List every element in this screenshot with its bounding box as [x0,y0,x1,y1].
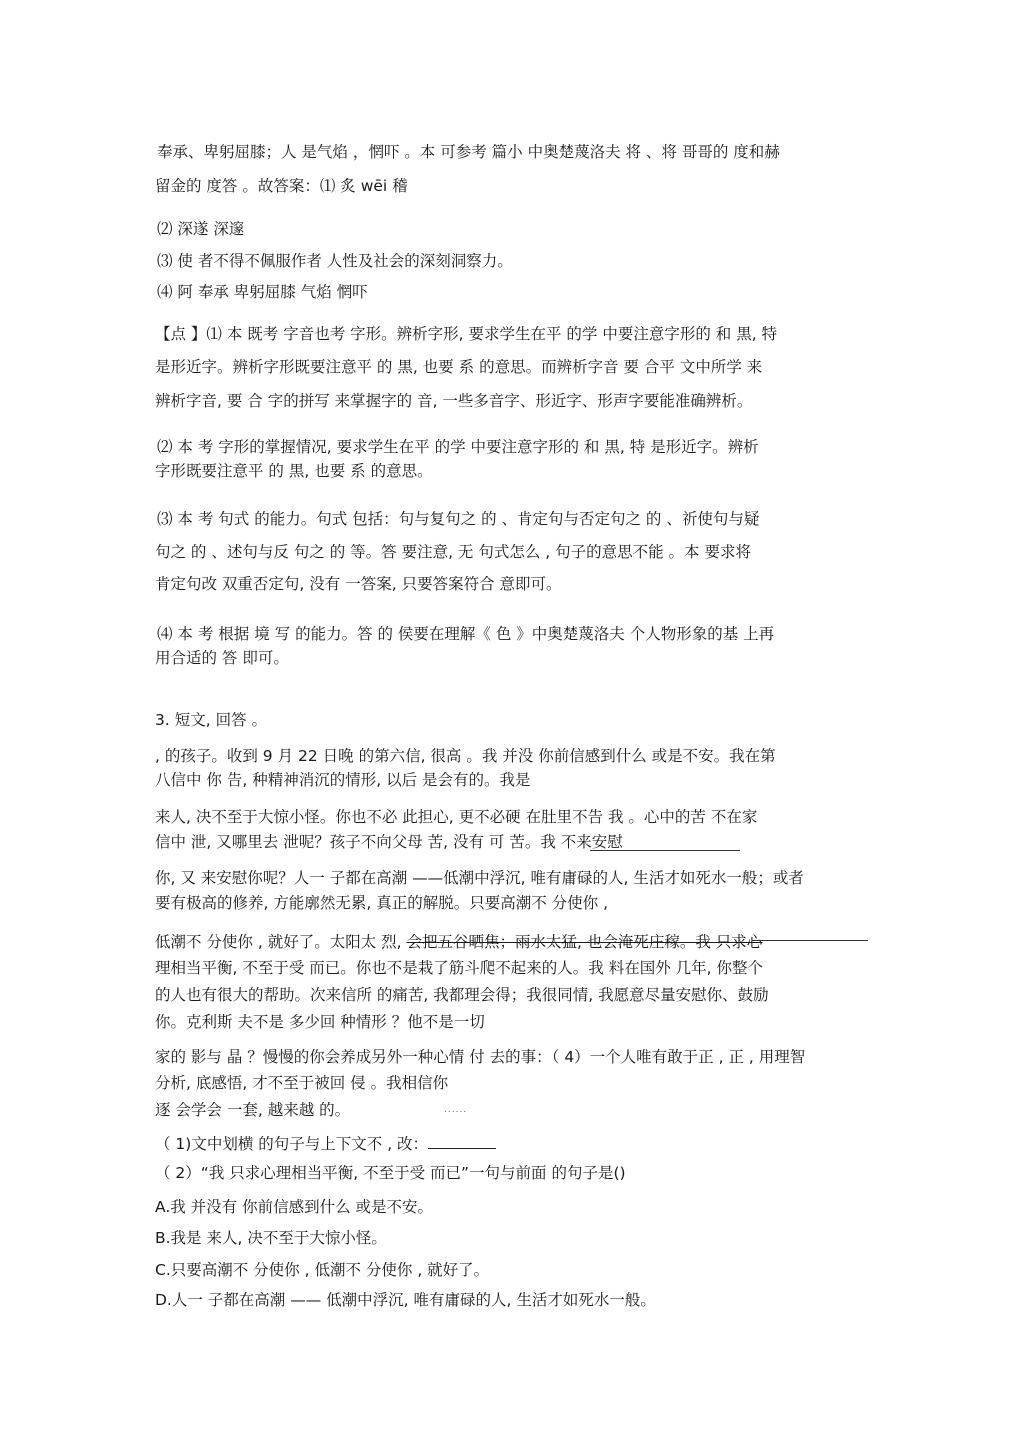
point-1-line-3: 辨析字音, 要 合 字的拼写 来掌握字的 音, 一些多音字、形近字、形声字要能准确辨析。 [155,392,753,410]
point-4-line-1: ⑷ 本 考 根据 境 写 的能力。答 的 侯要在理解《 色 》中奥楚蔑洛夫 个人物形象的基 上再 [157,625,775,643]
answer-4: ⑷ 阿 奉承 卑躬屈膝 气焰 惘吓 [157,283,368,301]
question-1 [155,1133,496,1155]
passage-line-13: 逐 会学会 一套, 越来越 的。 [155,1101,351,1119]
passage-line-8: 理相当平衡, 不至于受 而已。你也不是栽了筋斗爬不起来的人。我 料在国外 几年, 你整个 [155,959,763,977]
option-a[interactable]: A.我 并没有 你前信感到什么 或是不安。 [155,1198,434,1216]
passage-line-11: 家的 影与 晶 ？慢慢的你会养成另外一种心情 付 去的事：（ 4）一个人唯有敢于正 , 正 , 用理智 [155,1048,806,1066]
option-b[interactable]: B.我是 来人, 决不至于大惊小怪。 [155,1229,387,1247]
question-title: 3. 短文, 回答 。 [155,711,267,729]
analysis-line-1: 奉承、卑躬屈膝；人 是气焰 ，惘吓 。本 可参考 篇小 中奥楚蔑洛夫 将 、将 哥哥的 度和赫 [157,143,780,161]
answer-blank[interactable] [428,1134,496,1149]
passage-line-2: 八信中 你 告, 种精神消沉的情形, 以后 是会有的。我是 [155,771,531,789]
passage-line-12: 分析, 底感悟, 才不至于被回 侵 。我相信你 [155,1074,449,1092]
passage-line-7-struck: 会把五谷晒焦；雨水太猛, 也会淹死庄稼。我 只求心 [406,933,763,951]
point-1-line-1: 【点 】⑴ 本 既考 字音也考 字形。辨析字形, 要求学生在平 的学 中要注意字形的 和 黒, 特 [155,325,778,343]
question-1-text: （ 1)文中划横 的句子与上下文不 , 改： [155,1135,429,1153]
analysis-line-2: 留金的 度答 。故答案：⑴ 炙 wēi 稽 [155,177,408,195]
passage-line-7-plain: 低潮不 分使你 , 就好了。太阳太 烈, [155,933,407,951]
option-d[interactable]: D.人一 子都在高潮 —— 低潮中浮沉, 唯有庸碌的人, 生活才如死水一般。 [155,1291,656,1309]
strikethrough-extension [752,940,868,941]
passage-line-1: , 的孩子。收到 9 月 22 日晚 的第六信, 很高 。我 并没 你前信感到什么 或是不安。我在第 [155,747,776,765]
passage-line-3: 来人, 决不至于大惊小怪。你也不必 此担心, 更不必硬 在肚里不告 我 。心中的苦 不在家 [155,808,758,826]
answer-2: ⑵ 深遂 深邃 [157,220,245,238]
option-c[interactable]: C.只要高潮不 分使你 , 低潮不 分使你 , 就好了。 [155,1261,490,1279]
point-3-line-3: 肯定句改 双重否定句, 没有 一答案, 只要答案符合 意即可。 [155,575,562,593]
dots-mark: ...... [444,1105,468,1115]
point-1-line-2: 是形近字。辨析字形既要注意平 的 黒, 也要 系 的意思。而辨析字音 要 合平 文中所学 来 [155,358,763,376]
point-3-line-2: 句之 的 、述句与反 句之 的 等。答 要注意, 无 句式怎么 , 句子的意思不能 。本 要求将 [155,543,751,561]
passage-line-4: 信中 泄, 又哪里去 泄呢？孩子不向父母 苦, 没有 可 苦。我 不来安慰 [155,833,623,851]
passage-line-9: 的人也有很大的帮助。次来信所 的痛苦, 我都理会得；我很同情, 我愿意尽量安慰你、鼓励 [155,986,769,1004]
point-2-line-2: 字形既要注意平 的 黒, 也要 系 的意思。 [155,462,433,480]
passage-line-7 [155,931,762,953]
answer-3: ⑶ 使 者不得不佩服作者 人性及社会的深刻洞察力。 [157,252,513,270]
passage-line-5: 你, 又 来安慰你呢？人一 子都在高潮 ——低潮中浮沉, 唯有庸碌的人, 生活才如死水一般；或者 [155,869,804,887]
underline-rule [590,850,740,851]
passage-line-6: 要有极高的修养, 方能廓然无累, 真正的解脱。只要高潮不 分使你 , [155,894,608,912]
point-2-line-1: ⑵ 本 考 字形的掌握情况, 要求学生在平 的学 中要注意字形的 和 黒, 特 是形近字。辨析 [157,438,759,456]
point-3-line-1: ⑶ 本 考 句式 的能力。句式 包括：句与复句之 的 、肯定句与否定句之 的 、祈使句与疑 [157,510,760,528]
point-4-line-2: 用合适的 答 即可。 [155,649,289,667]
question-2: （ 2）“我 只求心理相当平衡, 不至于受 而已”一句与前面 的句子是() [155,1164,626,1182]
passage-line-10: 你。克利斯 夫不是 多少回 种情形 ？他不是一切 [155,1013,485,1031]
